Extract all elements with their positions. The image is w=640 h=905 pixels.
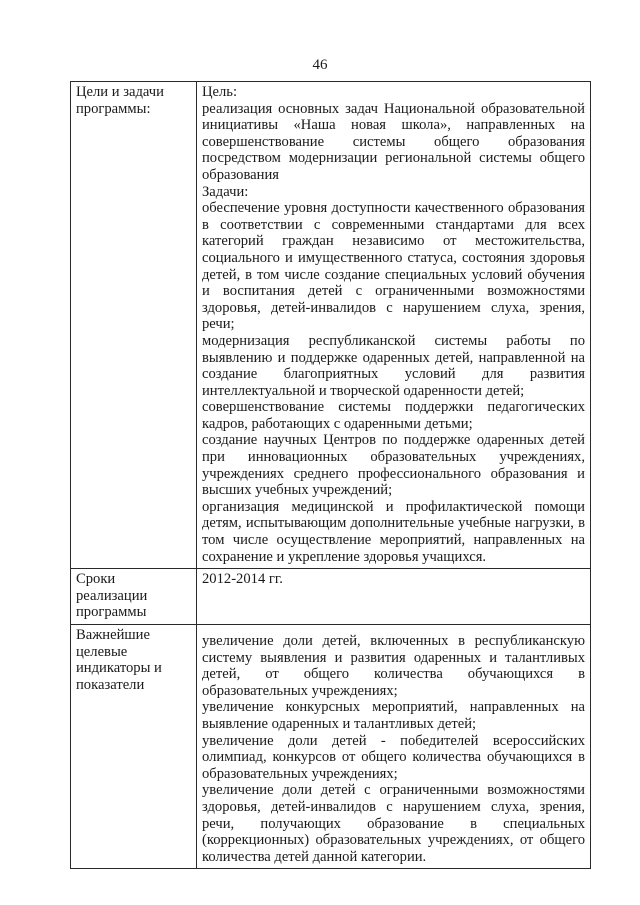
row-label-line: Важнейшие xyxy=(76,627,150,643)
row-label-line: целевые xyxy=(76,643,128,660)
row-content-period xyxy=(197,569,591,625)
tasks-heading: Задачи: xyxy=(202,183,249,200)
row-label-line: показатели xyxy=(76,676,145,693)
task-item: организация медицинской и профилактической помощи детям, испытывающим дополнительные учебные нагрузки, в том числе осуществление мероприятий, направленных на сохранение и укрепление здоровья учащихся. xyxy=(202,498,585,565)
table-row-goals xyxy=(71,82,591,569)
goal-heading: Цель: xyxy=(202,84,238,100)
table-row-indicators xyxy=(71,625,591,869)
task-item: совершенствование системы поддержки педагогических кадров, работающих с одаренными детьми; xyxy=(202,399,585,432)
indicator-item: увеличение доли детей с ограниченными возможностями здоровья, детей-инвалидов с нарушением слуха, зрения, речи, получающих образование в специальных (коррекционных) образовательных учреждениях, от общего количества детей данной категории. xyxy=(202,782,585,865)
indicator-item: увеличение доли детей - победителей всероссийских олимпиад, конкурсов от общего количества обучающихся в образовательных учреждениях; xyxy=(202,732,585,782)
row-label-goals xyxy=(71,82,197,569)
task-item: модернизация республиканской системы работы по выявлению и поддержке одаренных детей, направленной на создание благоприятных условий для развития интеллектуальной и творческой одаренности детей; xyxy=(202,332,585,399)
indicator-item: увеличение доли детей, включенных в республиканскую систему выявления и развития одаренных и талантливых детей, от общего количества обучающихся в образовательных учреждениях; xyxy=(202,633,585,699)
row-label-line: программы: xyxy=(76,100,151,117)
task-item: обеспечение уровня доступности качественного образования в соответствии с современными стандартами для всех категорий граждан независимо от местожительства, социального и имущественного статуса, состояния здоровья детей, в том числе создание специальных условий обучения и воспитания детей с ограниченными возможностями здоровья, детей-инвалидов с нарушением слуха, зрения, речи; xyxy=(202,200,585,333)
row-label-indicators xyxy=(71,625,197,869)
task-item: создание научных Центров по поддержке одаренных детей при инновационных образовательных учреждениях, учреждениях среднего профессионального образования и высших учебных учреждений; xyxy=(202,432,585,499)
period-text: 2012-2014 гг. xyxy=(202,571,283,588)
row-label-line: Сроки xyxy=(76,571,116,588)
program-passport-table xyxy=(70,81,591,869)
table-row-period xyxy=(71,569,591,625)
row-label-period xyxy=(71,569,197,625)
row-content-goals xyxy=(197,82,591,569)
page-number: 46 xyxy=(312,57,328,73)
row-label-line: индикаторы и xyxy=(76,660,162,677)
row-label-line: Цели и задачи xyxy=(76,84,164,100)
row-content-indicators xyxy=(197,625,591,869)
row-label-line: программы xyxy=(76,604,147,621)
row-label-line: реализации xyxy=(76,587,148,604)
goal-text: реализация основных задач Национальной образовательной инициативы «Наша новая школа», направленных на совершенствование системы общего образования посредством модернизации региональной системы общего образования xyxy=(202,100,585,183)
indicator-item: увеличение конкурсных мероприятий, направленных на выявление одаренных и талантливых детей; xyxy=(202,699,585,732)
